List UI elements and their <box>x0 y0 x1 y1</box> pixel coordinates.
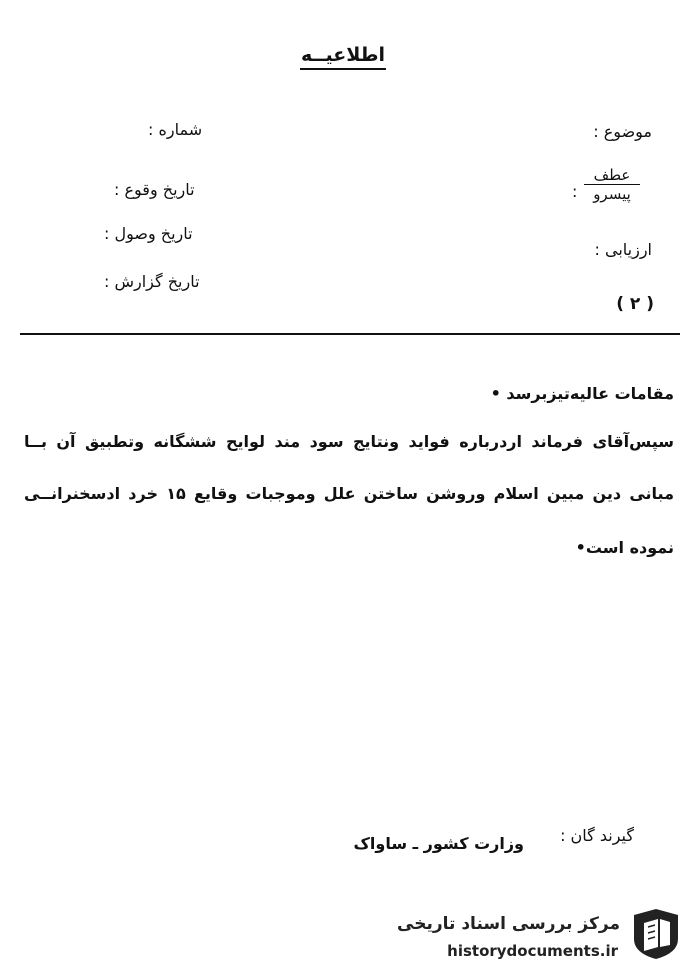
body-line-1: سپس‌آقای فرماند اردرباره فواید ونتایج سود مند لوایح ششگانه وتطبیق آن بــا <box>24 432 674 451</box>
number-label: شماره : <box>148 120 203 139</box>
reference-bottom: پیسرو <box>593 185 631 203</box>
reference-colon: : <box>572 182 578 201</box>
recipients-label: گیرند گان : <box>560 826 634 845</box>
salutation: مقامات عالیه‌تیزبرسد • <box>490 384 674 403</box>
body-line-2: مبانی دین مبین اسلام وروشن ساختن علل وموجبات وقایع ۱۵ خرد ادسخنرانــی <box>24 484 674 503</box>
reference-top: عطف <box>584 166 640 185</box>
body-line-3: نموده است• <box>575 538 674 557</box>
reference-fraction <box>584 166 640 203</box>
receipt-date-label: تاریخ وصول : <box>104 224 193 243</box>
header-divider <box>20 333 680 335</box>
watermark-url: historydocuments.ir <box>447 942 618 960</box>
report-date-label: تاریخ گزارش : <box>104 272 200 291</box>
subject-label: موضوع : <box>593 122 652 141</box>
evaluation-label: ارزیابی : <box>594 240 652 259</box>
page-number: ( ۲ ) <box>616 294 654 314</box>
archive-logo-icon <box>628 905 684 961</box>
recipients-value: وزارت کشور ـ ساواک <box>353 834 524 853</box>
watermark-org-name: مرکز بررسی اسناد تاریخی <box>397 914 620 934</box>
occurrence-date-label: تاریخ وقوع : <box>114 180 195 199</box>
document-title: اطلاعیــه <box>300 44 386 70</box>
